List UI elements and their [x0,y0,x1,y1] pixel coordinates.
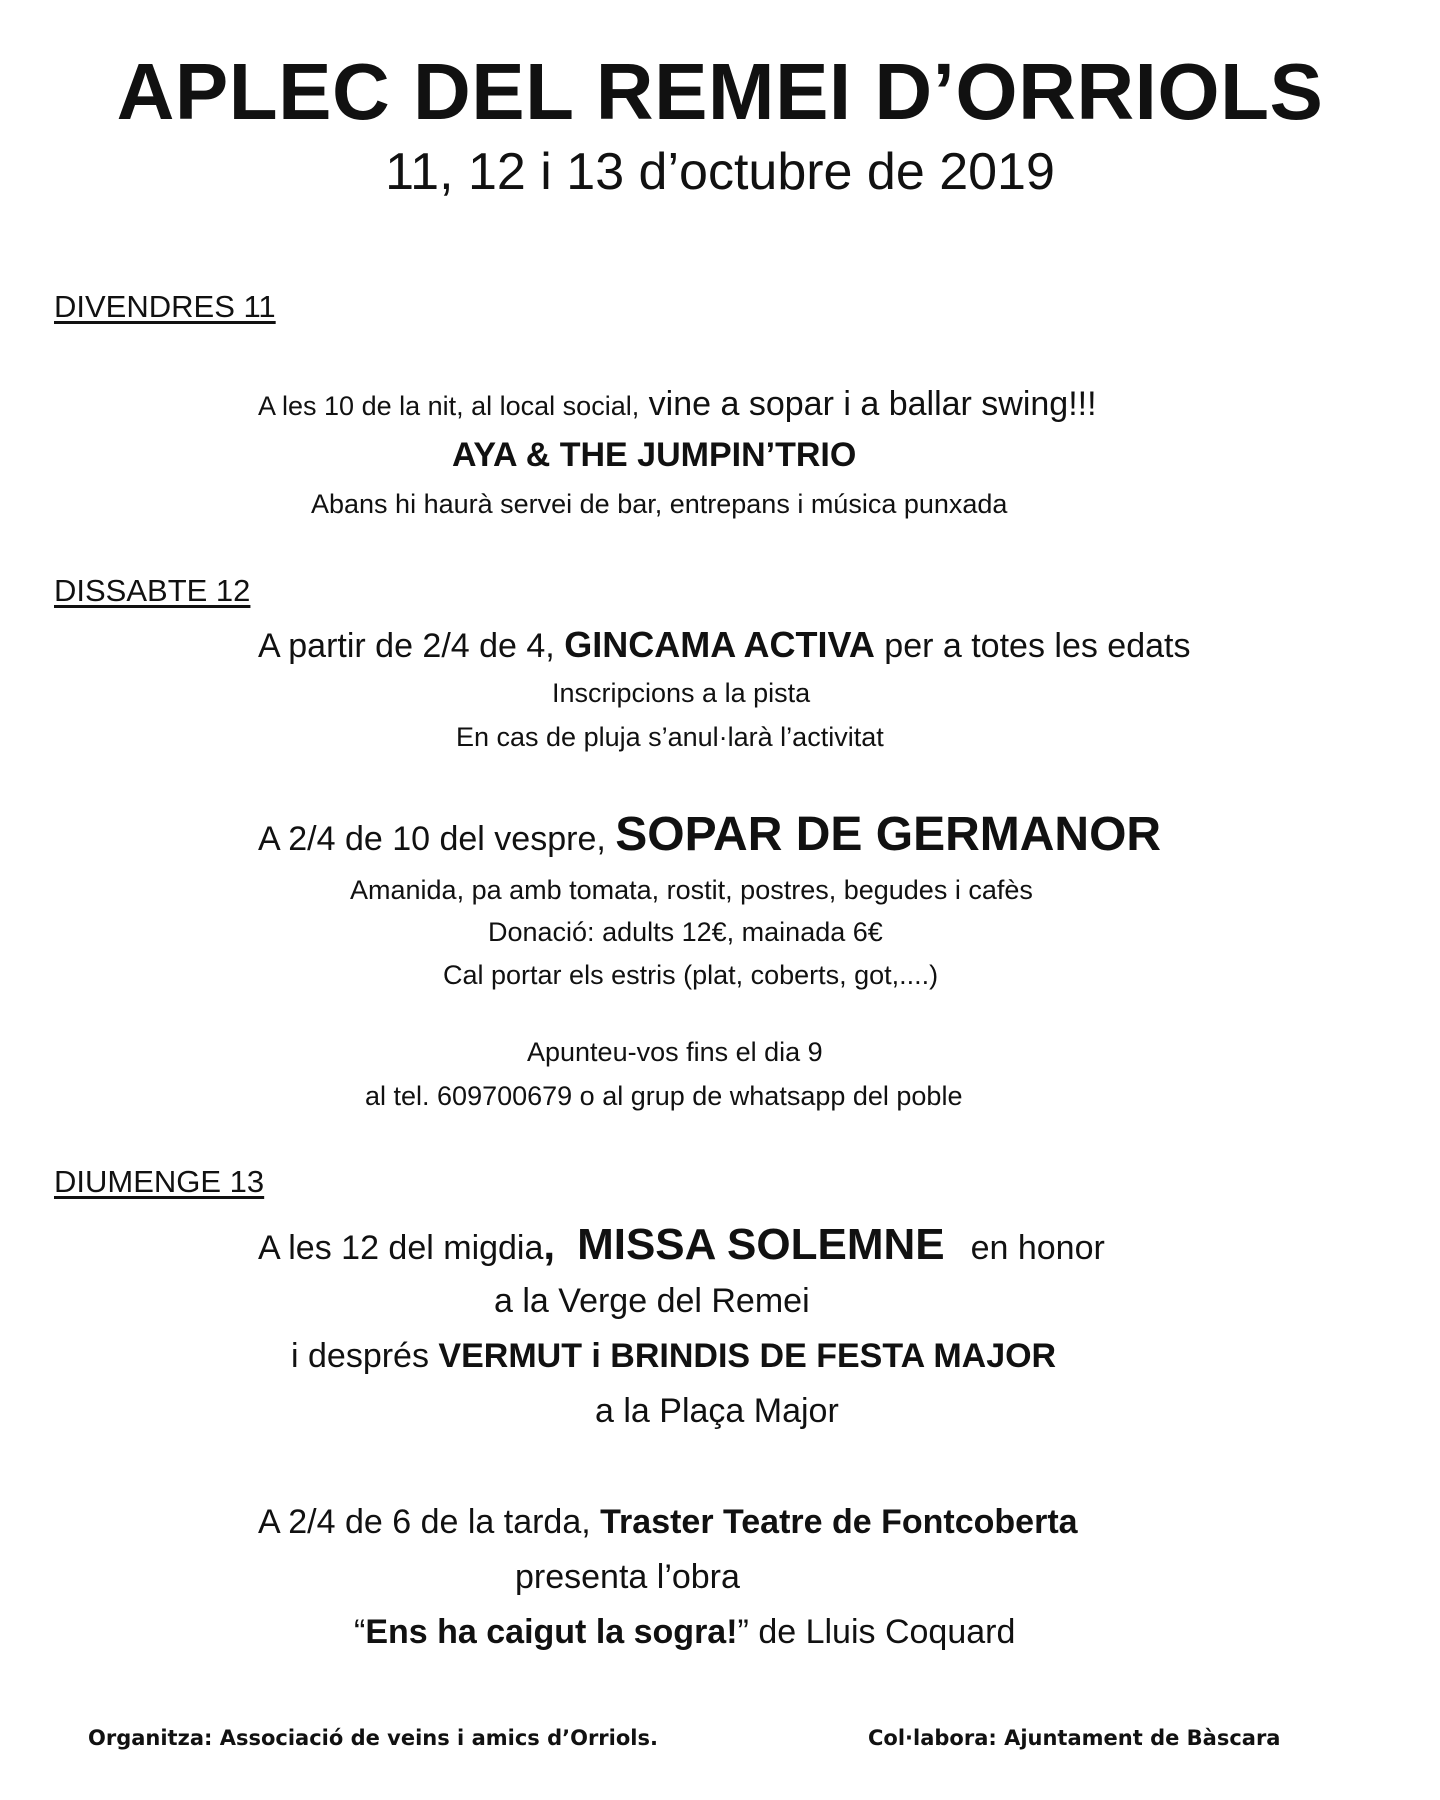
gincama-line [258,622,1190,669]
dinner-bring-note: Cal portar els estris (plat, coberts, got,....) [443,960,939,990]
play-author: de Lluis Coquard [748,1613,1016,1651]
play-open-quote: “ [354,1613,366,1651]
mass-comma: , [543,1221,556,1268]
friday-intro-line [258,384,1097,426]
dinner-time: A 2/4 de 10 del vespre, [258,820,616,858]
gincama-audience: per a totes les edats [874,627,1191,665]
dinner-price: Donació: adults 12€, mainada 6€ [488,917,883,947]
play-title: Ens ha caigut la sogra! [365,1613,738,1651]
poster-title: APLEC DEL REMEI D’ORRIOLS [116,47,1324,136]
gincama-name: GINCAMA ACTIVA [564,624,875,665]
theatre-company: Traster Teatre de Fontcoberta [600,1503,1078,1541]
gincama-rain-note: En cas de pluja s’anul·larà l’activitat [456,722,884,752]
gincama-time: A partir de 2/4 de 4, [258,627,565,665]
vermut-name: VERMUT i BRINDIS DE FESTA MAJOR [438,1337,1057,1375]
day-heading-sunday: DIUMENGE 13 [54,1164,265,1199]
theatre-time: A 2/4 de 6 de la tarda, [258,1503,601,1541]
mass-name: MISSA SOLEMNE [577,1220,945,1269]
gincama-signup-note: Inscripcions a la pista [552,678,811,708]
friday-band: AYA & THE JUMPIN’TRIO [452,436,857,474]
dinner-line [258,808,1162,862]
mass-time: A les 12 del migdia [258,1229,544,1267]
friday-note: Abans hi haurà servei de bar, entrepans i música punxada [311,489,1008,519]
event-dates: 11, 12 i 13 d’octubre de 2019 [385,143,1055,201]
vermut-place: a la Plaça Major [595,1392,839,1430]
dinner-name: SOPAR DE GERMANOR [615,808,1162,861]
mass-dedication: en honor [970,1229,1105,1267]
friday-intro-highlight: vine a sopar i a ballar swing!!! [639,385,1097,423]
vermut-line [291,1333,1056,1379]
footer-collaborator: Col·labora: Ajuntament de Bàscara [868,1726,1281,1750]
mass-line [258,1222,1105,1271]
signup-contact: al tel. 609700679 o al grup de whatsapp del poble [365,1081,963,1111]
friday-intro: A les 10 de la nit, al local social, [258,391,640,421]
dinner-menu: Amanida, pa amb tomata, rostit, postres, begudes i cafès [350,875,1033,905]
theatre-presents: presenta l’obra [515,1558,740,1596]
play-close-quote: ” [737,1613,749,1651]
day-heading-saturday: DISSABTE 12 [54,573,251,608]
mass-dedication-line2: a la Verge del Remei [494,1282,810,1320]
vermut-intro: i després [291,1337,439,1375]
play-line [354,1609,1015,1655]
theatre-line [258,1499,1078,1545]
footer-organizer: Organitza: Associació de veins i amics d’Orriols. [88,1726,658,1750]
day-heading-friday: DIVENDRES 11 [54,289,276,324]
signup-deadline: Apunteu-vos fins el dia 9 [527,1037,823,1067]
